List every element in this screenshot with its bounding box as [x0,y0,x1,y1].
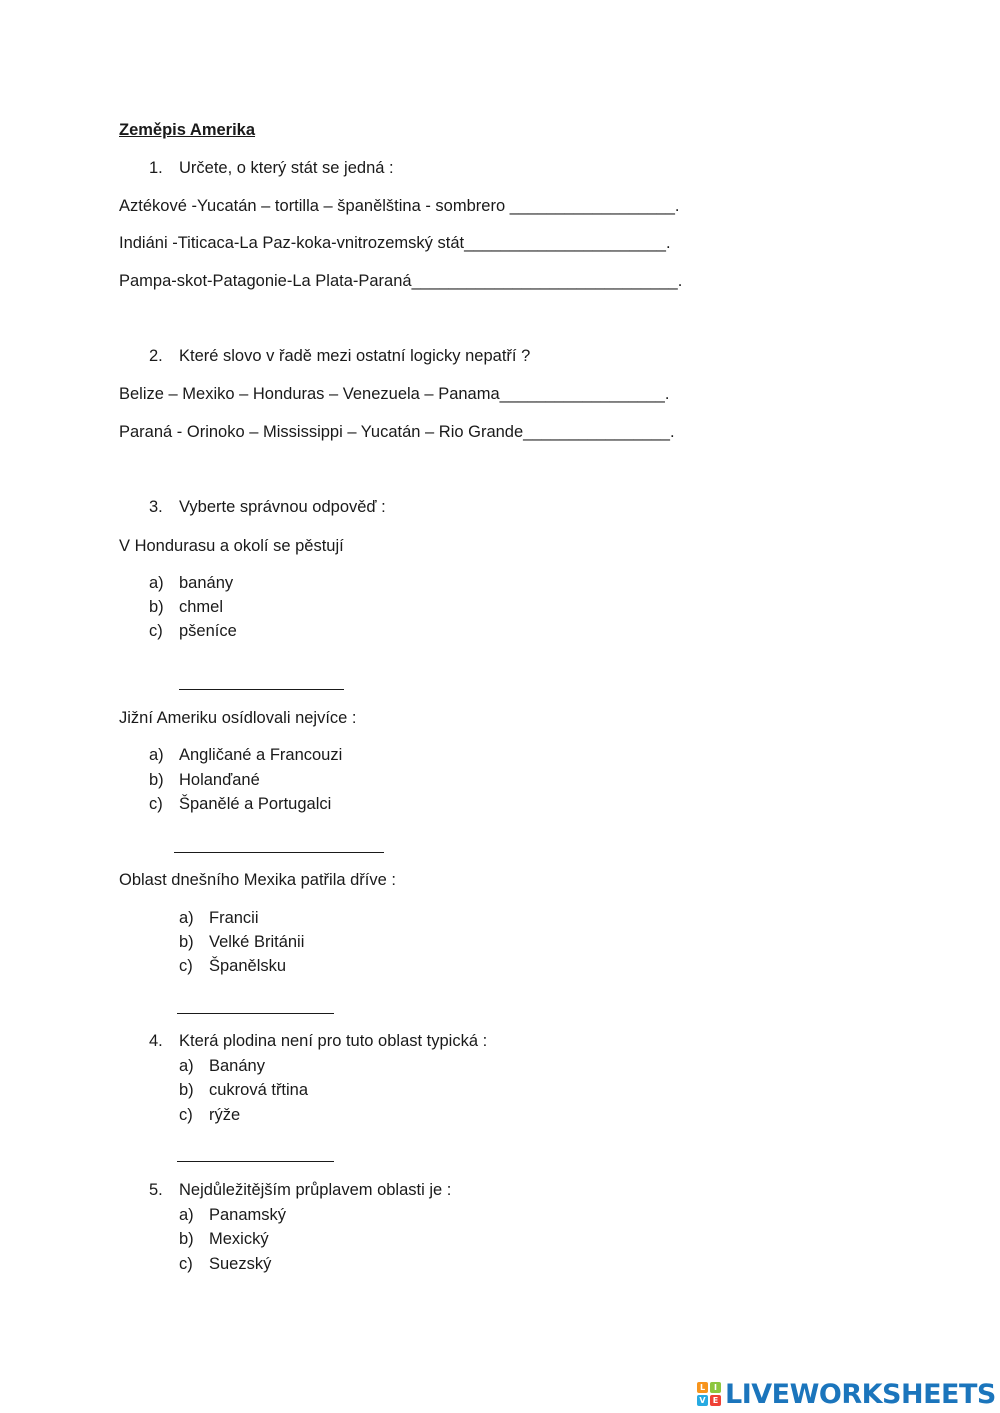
q3-number: 3. [149,498,163,516]
q3-sub1-option-text: banány [179,574,234,592]
q1-line-2: Indiáni -Titicaca-La Paz-koka-vnitrozemský stát______________________. [119,234,671,252]
q3-sub2-option-text: Angličané a Francouzi [179,746,343,764]
q5-number: 5. [149,1181,163,1199]
q3-sub3-option-text: Velké Británii [209,933,305,951]
q5-option-text: Mexický [209,1230,269,1248]
q4-option-letter: c) [179,1106,193,1124]
logo-square: L [697,1382,708,1393]
q3-sub2-question: Jižní Ameriku osídlovali nejvíce : [119,709,357,727]
q2-prompt: Které slovo v řadě mezi ostatní logicky nepatří ? [179,347,531,365]
logo-squares-icon [697,1382,721,1406]
q3-sub1-question: V Hondurasu a okolí se pěstují [119,537,344,555]
q3-sub3-answer-line[interactable] [177,1013,334,1014]
q3-sub1-option-letter: c) [149,622,163,640]
q4-prompt: Která plodina není pro tuto oblast typická : [179,1032,488,1050]
q4-option-letter: b) [179,1081,194,1099]
q5-option-letter: b) [179,1230,194,1248]
q3-sub2-option-letter: b) [149,771,164,789]
q3-sub2-option-text: Holanďané [179,771,260,789]
q1-line-1: Aztékové -Yucatán – tortilla – španělština - sombrero __________________. [119,197,680,215]
q3-sub2-option-text: Španělé a Portugalci [179,795,332,813]
q5-option-letter: a) [179,1206,194,1224]
q1-number: 1. [149,159,163,177]
page-title: Zeměpis Amerika [119,121,256,139]
q3-sub2-answer-line[interactable] [174,852,384,853]
logo-square: I [710,1382,721,1393]
q3-sub3-option-letter: b) [179,933,194,951]
q1-line-3: Pampa-skot-Patagonie-La Plata-Paraná_____________________________. [119,272,683,290]
q5-prompt: Nejdůležitějším průplavem oblasti je : [179,1181,452,1199]
q1-prompt: Určete, o který stát se jedná : [179,159,394,177]
liveworksheets-logo [697,1378,996,1410]
q3-sub1-option-text: pšeníce [179,622,237,640]
q3-sub1-option-text: chmel [179,598,224,616]
q5-option-letter: c) [179,1255,193,1273]
q4-number: 4. [149,1032,163,1050]
q3-sub3-option-letter: a) [179,909,194,927]
q4-option-text: cukrová třtina [209,1081,309,1099]
logo-text: LIVEWORKSHEETS [725,1378,996,1410]
q4-answer-line[interactable] [177,1161,334,1162]
q3-sub1-option-letter: b) [149,598,164,616]
q3-sub1-option-letter: a) [149,574,164,592]
q2-line-2: Paraná - Orinoko – Mississippi – Yucatán – Rio Grande________________. [119,423,675,441]
q4-option-text: rýže [209,1106,241,1124]
q3-sub3-option-text: Francii [209,909,259,927]
q4-option-letter: a) [179,1057,194,1075]
q5-option-text: Suezský [209,1255,272,1273]
q3-sub3-question: Oblast dnešního Mexika patřila dříve : [119,871,396,889]
logo-square: E [710,1395,721,1406]
q3-sub2-option-letter: a) [149,746,164,764]
q2-number: 2. [149,347,163,365]
q3-sub2-option-letter: c) [149,795,163,813]
q5-option-text: Panamský [209,1206,287,1224]
q3-sub1-answer-line[interactable] [179,689,344,690]
q4-option-text: Banány [209,1057,265,1075]
q3-prompt: Vyberte správnou odpověď : [179,498,386,516]
q2-line-1: Belize – Mexiko – Honduras – Venezuela – Panama__________________. [119,385,670,403]
q3-sub3-option-text: Španělsku [209,957,287,975]
q3-sub3-option-letter: c) [179,957,193,975]
logo-square: V [697,1395,708,1406]
